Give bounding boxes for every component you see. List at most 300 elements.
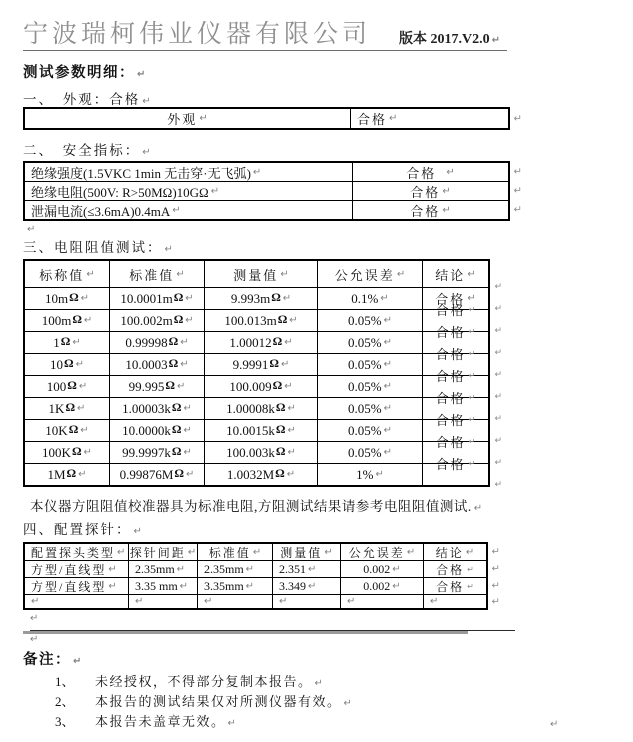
pilcrow-mark: ↵ xyxy=(550,719,559,730)
section-2-heading xyxy=(23,139,153,159)
cell-text: 10K xyxy=(45,422,68,438)
omega-symbol: Ω xyxy=(68,422,79,436)
omega-symbol: Ω xyxy=(67,378,77,392)
omega-symbol: Ω xyxy=(171,422,182,436)
cell-standard xyxy=(109,376,204,397)
pilcrow-mark: ↵ xyxy=(80,425,89,436)
pilcrow-mark: ↵ xyxy=(467,293,476,304)
cell-error xyxy=(317,420,422,441)
cell-safety-item xyxy=(25,182,352,200)
cell-text: 0.05% xyxy=(348,378,382,394)
pilcrow-mark: ↵ xyxy=(289,315,298,326)
omega-symbol: Ω xyxy=(171,400,182,414)
cell-text: 合格 xyxy=(435,413,466,428)
remarks-heading xyxy=(23,648,83,669)
cell-standard xyxy=(109,288,204,309)
omega-symbol: Ω xyxy=(64,356,74,370)
pilcrow-mark: ↵ xyxy=(199,113,208,124)
eoc-mark: ↵ xyxy=(468,459,476,468)
cell-text: 合格 xyxy=(435,369,466,384)
pilcrow-mark: ↵ xyxy=(180,359,189,370)
omega-symbol: Ω xyxy=(71,444,82,458)
pilcrow-mark: ↵ xyxy=(183,447,192,458)
cell-standard xyxy=(109,420,204,441)
table-row xyxy=(25,287,502,314)
eoc-mark: ↵ xyxy=(467,564,474,574)
cell-text: 绝缘强度(1.5VKC 1min 无击穿·无飞弧) xyxy=(31,165,251,181)
cell-appearance-result xyxy=(350,109,508,128)
cell-error xyxy=(317,310,422,331)
omega-symbol: Ω xyxy=(72,312,82,326)
cell-standard xyxy=(197,578,272,594)
pilcrow-mark: ↵ xyxy=(30,634,39,645)
cell-text: 10 xyxy=(50,356,63,372)
cell-nominal xyxy=(25,332,109,353)
cell-text: 合格 xyxy=(435,391,466,406)
pilcrow-mark: ↵ xyxy=(108,580,117,592)
omega-symbol: Ω xyxy=(168,356,179,370)
pilcrow-mark: ↵ xyxy=(287,447,296,458)
pilcrow-mark: ↵ xyxy=(280,268,289,280)
cell-text: 0.99998 xyxy=(125,334,168,350)
cell-safety-item xyxy=(25,201,352,219)
cell-standard xyxy=(109,398,204,419)
pilcrow-mark: ↵ xyxy=(245,580,255,592)
remarks-text: 备注： xyxy=(23,652,71,668)
version-text: 版本 2017.V2.0 xyxy=(399,32,490,47)
pilcrow-mark: ↵ xyxy=(406,546,416,558)
cell-empty xyxy=(128,595,197,608)
cell-text: 1K xyxy=(48,400,65,416)
pilcrow-mark: ↵ xyxy=(383,337,392,348)
cell-error xyxy=(317,288,422,309)
eor-mark: ↵ xyxy=(494,458,502,468)
resistance-table xyxy=(23,259,502,490)
cell-text: 9.993m xyxy=(230,290,271,306)
cell-text: 公允误差 xyxy=(348,545,405,560)
table-row xyxy=(25,391,502,424)
cell-text: 100 xyxy=(46,378,67,394)
cell-text: 合格 xyxy=(435,435,466,450)
cell-standard xyxy=(109,354,204,375)
cell-nominal xyxy=(25,310,109,331)
appearance-table xyxy=(23,107,522,130)
pilcrow-mark: ↵ xyxy=(137,69,147,80)
header-probe-type xyxy=(25,544,128,560)
pilcrow-mark: ↵ xyxy=(279,596,288,607)
cell-error xyxy=(317,354,422,375)
cell-text: 配置探头类型 xyxy=(31,545,116,560)
doc-title-text: 测试参数明细： xyxy=(23,65,135,81)
pilcrow-mark: ↵ xyxy=(252,166,262,178)
omega-symbol: Ω xyxy=(275,422,286,436)
eor-mark: ↵ xyxy=(494,436,502,446)
pilcrow-mark: ↵ xyxy=(284,337,293,348)
eor-mark: ↵ xyxy=(494,326,502,336)
cell-text: 99.9997k xyxy=(122,444,171,460)
pilcrow-mark: ↵ xyxy=(396,268,406,280)
eor-mark: ↵ xyxy=(513,113,522,124)
probe-table xyxy=(23,542,500,610)
cell-result xyxy=(423,578,486,594)
remark-item-2 xyxy=(55,691,353,710)
eoc-mark: ↵ xyxy=(468,327,476,336)
cell-text: 0.05% xyxy=(348,312,382,328)
footer-divider-thick xyxy=(23,631,468,634)
cell-probe-gap xyxy=(128,578,197,594)
table-header-row xyxy=(25,544,500,560)
pilcrow-mark: ↵ xyxy=(252,546,262,558)
table-header-row xyxy=(25,261,502,292)
cell-text: 3.35mm xyxy=(204,578,244,593)
cell-text: 1.0032M xyxy=(226,466,275,482)
cell-text: 10.0015k xyxy=(226,422,275,438)
pilcrow-mark: ↵ xyxy=(380,293,389,304)
cell-text: 0.05% xyxy=(348,422,382,438)
eor-mark: ↵ xyxy=(494,392,502,402)
cell-text: 3.35 mm xyxy=(135,578,178,593)
item-number: 2、 xyxy=(55,694,75,709)
cell-result xyxy=(423,561,486,577)
pilcrow-mark: ↵ xyxy=(392,580,401,592)
cell-text: 0.05% xyxy=(348,356,382,372)
cell-nominal xyxy=(25,288,109,309)
version-label xyxy=(399,28,500,48)
pilcrow-mark: ↵ xyxy=(180,337,189,348)
pilcrow-mark: ↵ xyxy=(164,244,175,255)
cell-text: 合格 xyxy=(435,457,466,472)
cell-measured xyxy=(204,288,317,309)
header-conclusion xyxy=(423,544,486,560)
section-3-heading xyxy=(23,236,175,256)
cell-error xyxy=(317,464,422,485)
cell-text: 结论 xyxy=(435,545,464,560)
cell-text: 外观 xyxy=(167,112,198,127)
eor-mark: ↵ xyxy=(494,282,502,292)
pilcrow-mark: ↵ xyxy=(77,403,86,414)
cell-text: 合格 xyxy=(435,347,466,362)
pilcrow-mark: ↵ xyxy=(72,337,81,348)
eor-mark: ↵ xyxy=(513,166,522,178)
cell-measured xyxy=(204,376,317,397)
pilcrow-mark: ↵ xyxy=(142,147,153,158)
cell-text: 10.0000k xyxy=(122,422,171,438)
cell-measured xyxy=(204,464,317,485)
cell-text: 10.0003 xyxy=(125,356,168,372)
eoc-mark: ↵ xyxy=(468,437,476,446)
header-standard xyxy=(197,544,272,560)
omega-symbol: Ω xyxy=(174,466,185,480)
eoc-mark: ↵ xyxy=(468,371,476,380)
omega-symbol: Ω xyxy=(271,290,281,304)
eor-mark: ↵ xyxy=(494,304,502,314)
pilcrow-mark: ↵ xyxy=(383,403,392,414)
header-conclusion xyxy=(422,261,488,287)
cell-text: 测量值 xyxy=(280,545,323,560)
cell-text: 绝缘电阻(500V: R>50MΩ)10GΩ xyxy=(31,184,209,200)
pilcrow-mark: ↵ xyxy=(347,596,356,607)
cell-text: 标准值 xyxy=(129,267,175,283)
omega-symbol: Ω xyxy=(69,290,79,304)
table-row xyxy=(25,577,500,594)
pilcrow-mark: ↵ xyxy=(282,293,292,304)
pilcrow-mark: ↵ xyxy=(287,403,296,414)
cell-text: 合格 xyxy=(357,112,388,127)
cell-nominal xyxy=(25,376,109,397)
pilcrow-mark: ↵ xyxy=(280,359,290,370)
pilcrow-mark: ↵ xyxy=(389,113,398,124)
cell-text: 1% xyxy=(356,466,374,482)
eor-mark: ↵ xyxy=(491,580,500,592)
pilcrow-mark: ↵ xyxy=(383,425,392,436)
cell-text: 9.9991 xyxy=(232,356,269,372)
cell-nominal xyxy=(25,464,109,485)
pilcrow-mark: ↵ xyxy=(179,580,189,592)
remark-item-1 xyxy=(55,671,324,690)
cell-text: 100.013m xyxy=(224,312,277,328)
item-text: 本报告的测试结果仅对所测仪器有效。 xyxy=(95,694,342,709)
cell-measured xyxy=(204,332,317,353)
cell-text: 探针间距 xyxy=(129,545,186,560)
eoc-mark: ↵ xyxy=(468,305,476,314)
table-row xyxy=(25,109,522,128)
cell-nominal xyxy=(25,442,109,463)
pilcrow-mark: ↵ xyxy=(210,185,220,197)
cell-text: 合格 xyxy=(435,303,466,318)
cell-measured xyxy=(204,310,317,331)
pilcrow-mark: ↵ xyxy=(383,315,392,326)
cell-standard xyxy=(109,442,204,463)
pilcrow-mark: ↵ xyxy=(286,469,296,480)
omega-symbol: Ω xyxy=(173,290,184,304)
cell-text: 标准值 xyxy=(208,545,251,560)
pilcrow-mark: ↵ xyxy=(430,596,439,607)
pilcrow-mark: ↵ xyxy=(227,718,238,729)
pilcrow-mark: ↵ xyxy=(183,403,192,414)
pilcrow-mark: ↵ xyxy=(75,359,84,370)
cell-measured xyxy=(204,354,317,375)
cell-text: 2.35mm xyxy=(204,561,244,576)
eoc-mark: ↵ xyxy=(468,349,476,358)
pilcrow-mark: ↵ xyxy=(83,315,93,326)
pilcrow-mark: ↵ xyxy=(392,563,401,575)
eor-mark: ↵ xyxy=(494,370,502,380)
header-probe-gap xyxy=(128,544,197,560)
cell-text: 标称值 xyxy=(39,267,85,283)
cell-appearance-label xyxy=(25,109,350,128)
company-name: 宁波瑞柯伟业仪器有限公司 xyxy=(23,21,372,48)
cell-text: 1M xyxy=(47,466,66,482)
pilcrow-mark: ↵ xyxy=(83,447,92,458)
eoc-mark: ↵ xyxy=(468,393,476,402)
pilcrow-mark: ↵ xyxy=(204,596,213,607)
pilcrow-mark: ↵ xyxy=(245,563,255,575)
omega-symbol: Ω xyxy=(272,378,283,392)
pilcrow-mark: ↵ xyxy=(80,293,90,304)
pilcrow-mark: ↵ xyxy=(172,204,181,216)
table-row xyxy=(25,181,522,200)
pilcrow-mark: ↵ xyxy=(185,315,194,326)
table-row xyxy=(25,369,502,402)
omega-symbol: Ω xyxy=(269,356,279,370)
item-number: 1、 xyxy=(55,674,75,689)
pilcrow-mark: ↵ xyxy=(284,381,293,392)
section-1-heading xyxy=(23,88,153,108)
table-row xyxy=(25,303,502,336)
header-error xyxy=(317,261,422,287)
cell-text: 合格 xyxy=(435,325,466,340)
cell-text: 合格 xyxy=(410,184,441,200)
cell-measured xyxy=(272,578,340,594)
cell-text: 10.0001m xyxy=(120,290,173,306)
note-text: 本仪器方阻阻值校准器具为标准电阻,方阻测试结果请参考电阻阻值测试. xyxy=(30,499,472,514)
pilcrow-mark: ↵ xyxy=(78,469,87,480)
cell-error xyxy=(317,332,422,353)
omega-symbol: Ω xyxy=(171,444,182,458)
cell-error xyxy=(317,398,422,419)
cell-safety-result xyxy=(352,163,508,181)
table-row xyxy=(25,163,522,181)
cell-error xyxy=(317,376,422,397)
cell-text: 0.1% xyxy=(351,290,379,306)
omega-symbol: Ω xyxy=(277,312,288,326)
pilcrow-mark: ↵ xyxy=(117,546,126,558)
cell-empty xyxy=(197,595,272,608)
table-row xyxy=(25,560,500,577)
pilcrow-mark: ↵ xyxy=(135,596,144,607)
cell-text: 合格 xyxy=(436,562,465,577)
pilcrow-mark: ↵ xyxy=(176,268,185,280)
cell-measured xyxy=(204,398,317,419)
cell-standard xyxy=(109,310,204,331)
omega-symbol: Ω xyxy=(65,400,76,414)
cell-safety-result xyxy=(352,201,508,219)
cell-text: 1.00012 xyxy=(229,334,272,350)
table-row xyxy=(25,325,502,358)
cell-text: 方型/直线型 xyxy=(31,579,107,594)
omega-symbol: Ω xyxy=(275,444,286,458)
cell-text: 0.05% xyxy=(348,334,382,350)
cell-text: 2.35mm xyxy=(135,561,175,576)
pilcrow-mark: ↵ xyxy=(314,678,325,689)
eoc-mark: ↵ xyxy=(467,581,474,591)
pilcrow-mark: ↵ xyxy=(308,580,317,592)
pilcrow-mark: ↵ xyxy=(133,526,144,537)
cell-error xyxy=(340,561,423,577)
cell-text: 3.349 xyxy=(279,578,306,593)
pilcrow-mark: ↵ xyxy=(308,563,317,575)
omega-symbol: Ω xyxy=(275,400,286,414)
cell-text: 方型/直线型 xyxy=(31,562,107,577)
eor-mark: ↵ xyxy=(491,546,500,558)
section-2-text: 二、 安全指标： xyxy=(23,143,141,158)
header-divider xyxy=(23,50,507,51)
eor-mark: ↵ xyxy=(513,204,522,216)
section-4-heading xyxy=(23,518,144,538)
cell-text: 99.995 xyxy=(128,378,165,394)
eor-mark: ↵ xyxy=(491,563,500,575)
item-number: 3、 xyxy=(55,714,75,729)
pilcrow-mark: ↵ xyxy=(491,35,501,46)
cell-text: 0.05% xyxy=(348,400,382,416)
cell-text: 合格 xyxy=(436,579,465,594)
table-row xyxy=(25,457,502,490)
pilcrow-mark: ↵ xyxy=(186,469,195,480)
header-nominal xyxy=(25,261,109,287)
cell-text: 合格 xyxy=(406,165,437,181)
table-row xyxy=(25,413,502,446)
cell-text: 结论 xyxy=(435,267,466,283)
pilcrow-mark: ↵ xyxy=(442,185,451,197)
remark-item-3 xyxy=(55,711,237,730)
pilcrow-mark: ↵ xyxy=(142,96,153,107)
cell-text: 0.05% xyxy=(348,444,382,460)
pilcrow-mark: ↵ xyxy=(383,359,392,370)
pilcrow-mark: ↵ xyxy=(31,596,40,607)
pilcrow-mark: ↵ xyxy=(176,563,186,575)
eor-mark: ↵ xyxy=(494,414,502,424)
pilcrow-mark: ↵ xyxy=(383,381,392,392)
header-error xyxy=(340,544,423,560)
pilcrow-mark: ↵ xyxy=(73,656,83,667)
cell-text: 100.003k xyxy=(226,444,275,460)
pilcrow-mark: ↵ xyxy=(108,563,117,575)
cell-text: 0.002 xyxy=(363,561,391,576)
cell-text: 测量值 xyxy=(233,267,279,283)
header-measured xyxy=(272,544,340,560)
pilcrow-mark: ↵ xyxy=(446,166,455,178)
omega-symbol: Ω xyxy=(168,334,179,348)
cell-text: 2.351 xyxy=(279,561,306,576)
cell-error xyxy=(340,578,423,594)
table-row xyxy=(25,435,502,468)
cell-error xyxy=(317,442,422,463)
table-row xyxy=(25,347,502,380)
header-measured xyxy=(204,261,317,287)
table-row xyxy=(25,200,522,219)
cell-nominal xyxy=(25,420,109,441)
cell-text: 100.002m xyxy=(120,312,173,328)
section-3-text: 三、电阻阻值测试： xyxy=(23,240,163,255)
cell-text: 1.00008k xyxy=(226,400,275,416)
cell-text: 100m xyxy=(41,312,72,328)
section-4-text: 四、配置探针： xyxy=(23,522,132,537)
cell-text: 0.002 xyxy=(363,578,391,593)
cell-probe-type xyxy=(25,578,128,594)
item-text: 本报告未盖章无效。 xyxy=(95,714,226,729)
pilcrow-mark: ↵ xyxy=(287,425,296,436)
pilcrow-mark: ↵ xyxy=(176,381,186,392)
cell-standard xyxy=(109,464,204,485)
pilcrow-mark: ↵ xyxy=(30,613,39,624)
pilcrow-mark: ↵ xyxy=(473,503,483,514)
cell-probe-gap xyxy=(128,561,197,577)
item-text: 未经授权，不得部分复制本报告。 xyxy=(95,674,313,689)
omega-symbol: Ω xyxy=(66,466,77,480)
cell-safety-result xyxy=(352,182,508,200)
cell-result xyxy=(422,457,488,485)
cell-standard xyxy=(109,332,204,353)
cell-measured xyxy=(204,442,317,463)
eoc-mark: ↵ xyxy=(468,415,476,424)
cell-nominal xyxy=(25,398,109,419)
eor-mark: ↵ xyxy=(494,480,502,490)
cell-empty xyxy=(340,595,423,608)
cell-empty xyxy=(423,595,486,608)
cell-text: 100K xyxy=(42,444,71,460)
omega-symbol: Ω xyxy=(165,378,175,392)
pilcrow-mark: ↵ xyxy=(86,268,95,280)
